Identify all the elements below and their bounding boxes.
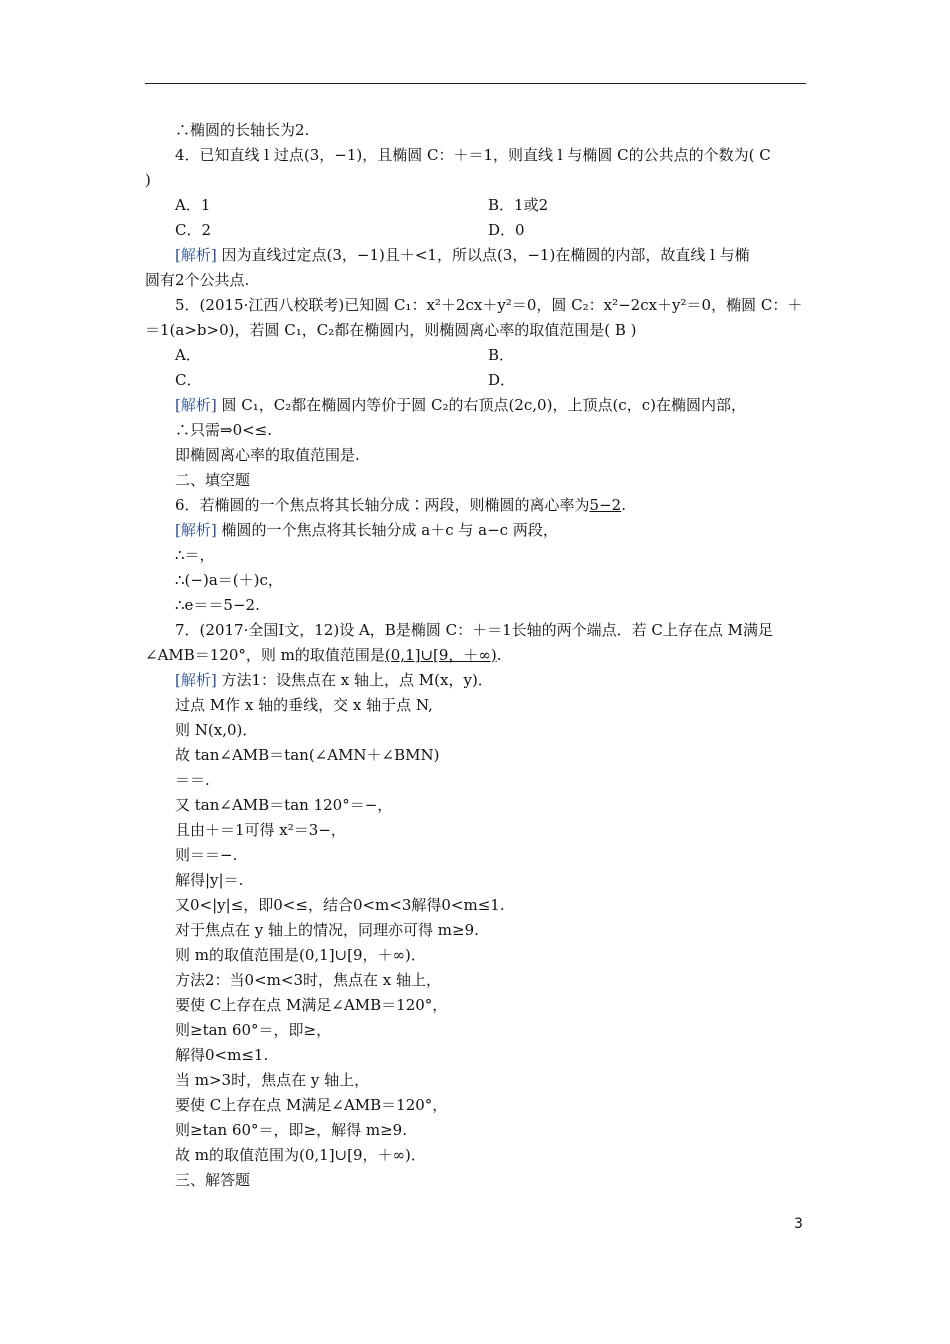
text-line — [145, 568, 807, 593]
text-line — [145, 168, 807, 193]
text-line — [145, 343, 807, 368]
answer-blank: (0,1]∪[9，＋∞) — [384, 646, 497, 664]
line-text: 又0<|y|≤，即0<≤，结合0<m<3解得0<m≤1. — [175, 896, 505, 914]
option-choice: D．0 — [488, 221, 525, 239]
text-line — [145, 993, 807, 1018]
line-text: 4．已知直线 l 过点(3，−1)，且椭圆 C：＋＝1，则直线 l 与椭圆 C的公共点的个数为( C — [175, 146, 771, 164]
option-choice: D． — [488, 371, 516, 389]
text-line — [145, 418, 807, 443]
text-line — [145, 893, 807, 918]
text-line — [145, 593, 807, 618]
line-text: 则≥tan 60°＝，即≥， — [175, 1021, 332, 1039]
answer-blank: 5−2 — [589, 496, 622, 514]
option-choice: C． — [175, 371, 202, 389]
text-line — [145, 868, 807, 893]
text-line — [145, 243, 807, 268]
line-text: 三、解答题 — [175, 1171, 251, 1189]
text-line — [145, 1093, 807, 1118]
line-text: ＝＝. — [175, 771, 210, 789]
line-text: ∴只需⇒0<≤. — [175, 421, 273, 439]
line-text: ∴(−)a＝(＋)c， — [175, 571, 283, 589]
text-line — [145, 843, 807, 868]
analysis-tag: [解析] — [175, 521, 217, 539]
text-line — [145, 768, 807, 793]
text-line — [145, 1143, 807, 1168]
text-line — [145, 193, 807, 218]
text-line — [145, 1018, 807, 1043]
line-text: ∴＝， — [175, 546, 215, 564]
line-text: 又 tan∠AMB＝tan 120°＝−， — [175, 796, 393, 814]
page-number: 3 — [794, 1216, 803, 1232]
text-line — [145, 618, 807, 643]
analysis-tag: [解析] — [175, 671, 217, 689]
text-line — [145, 468, 807, 493]
text-line — [145, 1068, 807, 1093]
line-text: 圆有2个公共点. — [145, 271, 250, 289]
option-choice: B． — [488, 346, 515, 364]
text-line — [145, 543, 807, 568]
line-text: 圆 C₁，C₂都在椭圆内等价于圆 C₂的右顶点(2c,0)，上顶点(c，c)在椭圆内部， — [216, 396, 746, 414]
text-line — [145, 918, 807, 943]
line-text: 故 m的取值范围为(0,1]∪[9，＋∞)． — [175, 1146, 426, 1164]
line-text: ∴e＝＝5−2. — [175, 596, 260, 614]
text-line — [145, 668, 807, 693]
line-text: ＝1(a>b>0)，若圆 C₁，C₂都在椭圆内，则椭圆离心率的取值范围是( B ) — [145, 321, 637, 339]
text-line — [145, 743, 807, 768]
line-text: 且由＋＝1可得 x²＝3−， — [175, 821, 346, 839]
text-line — [145, 793, 807, 818]
text-line — [145, 393, 807, 418]
option-choice: C．2 — [175, 221, 212, 239]
line-text: 要使 C上存在点 M满足∠AMB＝120°， — [175, 996, 448, 1014]
line-text: 解得|y|＝. — [175, 871, 244, 889]
line-text-end: . — [496, 646, 502, 664]
text-line — [145, 718, 807, 743]
text-line — [145, 943, 807, 968]
text-line — [145, 518, 807, 543]
text-line — [145, 493, 807, 518]
line-text: 则 N(x,0)． — [175, 721, 258, 739]
line-text: 解得0<m≤1. — [175, 1046, 269, 1064]
text-line — [145, 968, 807, 993]
text-line — [145, 368, 807, 393]
line-text: 则＝＝−. — [175, 846, 238, 864]
text-line — [145, 818, 807, 843]
line-text: 方法2：当0<m<3时，焦点在 x 轴上， — [175, 971, 441, 989]
analysis-tag: [解析] — [175, 396, 217, 414]
text-line — [145, 443, 807, 468]
line-text: ∠AMB＝120°，则 m的取值范围是 — [145, 646, 385, 664]
text-line — [145, 318, 807, 343]
line-text: 即椭圆离心率的取值范围是. — [175, 446, 360, 464]
text-line — [145, 693, 807, 718]
text-line — [145, 293, 807, 318]
option-choice: B．1或2 — [488, 196, 549, 214]
text-line — [145, 1043, 807, 1068]
header-rule — [145, 83, 806, 84]
text-line — [145, 268, 807, 293]
line-text-end: . — [621, 496, 626, 514]
analysis-tag: [解析] — [175, 246, 217, 264]
line-text: 故 tan∠AMB＝tan(∠AMN＋∠BMN) — [175, 746, 440, 764]
line-text: 对于焦点在 y 轴上的情况，同理亦可得 m≥9. — [175, 921, 479, 939]
line-text: 5．(2015·江西八校联考)已知圆 C₁：x²＋2cx＋y²＝0，圆 C₂：x²−2cx＋y²＝0，椭圆 C：＋ — [175, 296, 803, 314]
option-choice: A．1 — [175, 196, 211, 214]
line-text: 要使 C上存在点 M满足∠AMB＝120°， — [175, 1096, 448, 1114]
line-text: 过点 M作 x 轴的垂线，交 x 轴于点 N, — [175, 696, 433, 714]
line-text: 二、填空题 — [175, 471, 251, 489]
line-text: 方法1：设焦点在 x 轴上，点 M(x，y)． — [216, 671, 493, 689]
text-line — [145, 643, 807, 668]
line-text: 当 m>3时，焦点在 y 轴上， — [175, 1071, 370, 1089]
line-text: 则≥tan 60°＝，即≥，解得 m≥9. — [175, 1121, 407, 1139]
line-text: 因为直线过定点(3，−1)且＋<1，所以点(3，−1)在椭圆的内部，故直线 l 与椭 — [216, 246, 750, 264]
option-choice: A． — [175, 346, 201, 364]
line-text: 7．(2017·全国Ⅰ文，12)设 A，B是椭圆 C：＋＝1长轴的两个端点．若 C上存在点 M满足 — [175, 621, 773, 639]
line-text: 椭圆的一个焦点将其长轴分成 a＋c 与 a−c 两段， — [216, 521, 558, 539]
line-text: 则 m的取值范围是(0,1]∪[9，＋∞)． — [175, 946, 426, 964]
line-text: ) — [145, 171, 151, 189]
line-text: ∴椭圆的长轴长为2. — [175, 121, 310, 139]
line-text: 6．若椭圆的一个焦点将其长轴分成∶两段，则椭圆的离心率为 — [175, 496, 590, 514]
text-line — [145, 118, 807, 143]
text-line — [145, 218, 807, 243]
document-body — [145, 118, 807, 1193]
text-line — [145, 143, 807, 168]
text-line — [145, 1168, 807, 1193]
text-line — [145, 1118, 807, 1143]
